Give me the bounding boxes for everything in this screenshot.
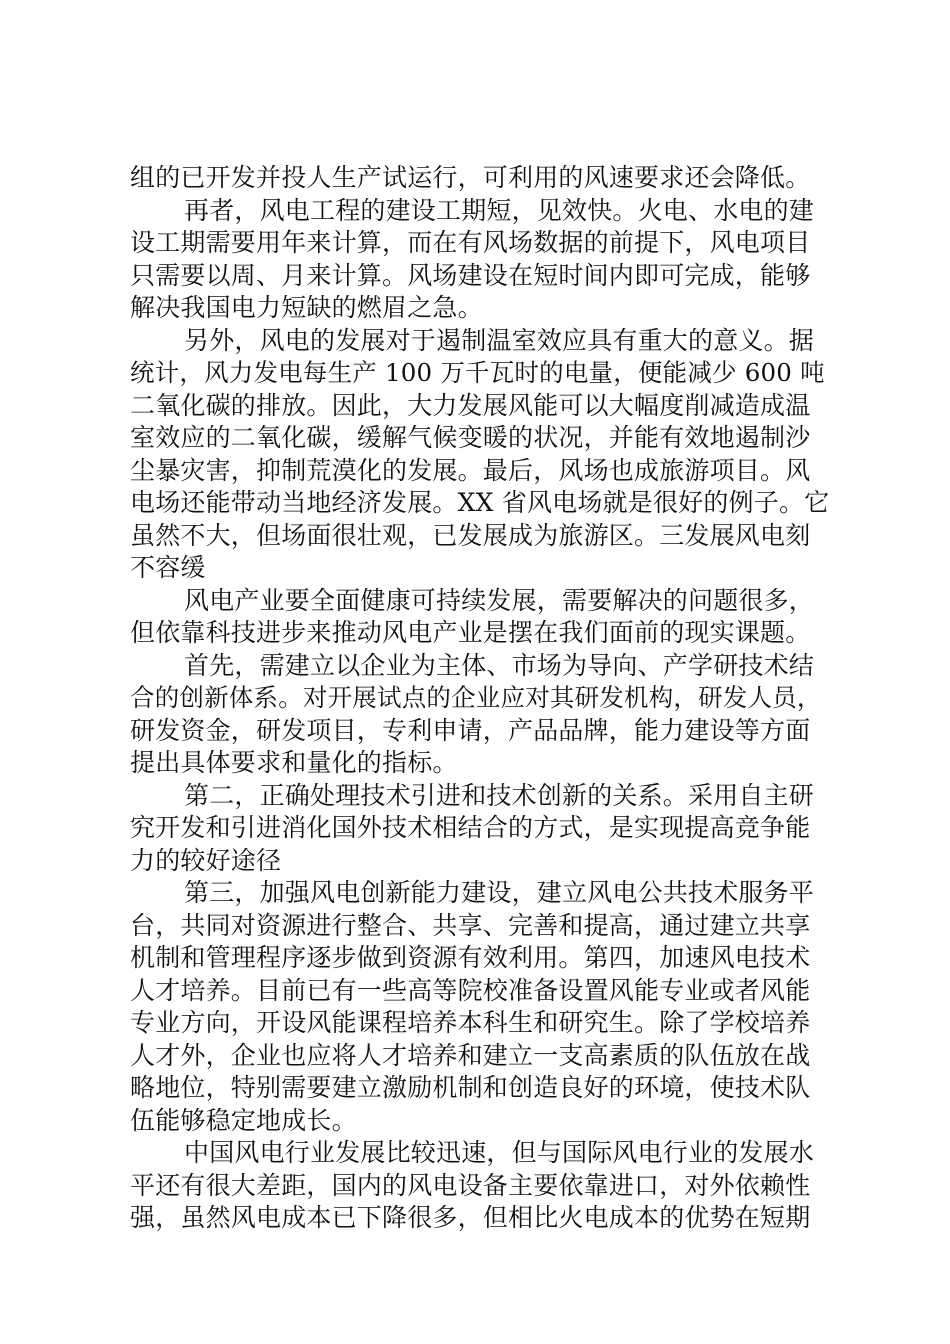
text-line: 室效应的二氧化碳，缓解气候变暖的状况，并能有效地遏制沙 bbox=[130, 423, 811, 452]
text-line: 机制和管理程序逐步做到资源有效利用。第四，加速风电技术 bbox=[130, 943, 811, 972]
text-line: 虽然不大，但场面很壮观，已发展成为旅游区。三发展风电刻 bbox=[130, 520, 811, 550]
text-line: 究开发和引进消化国外技术相结合的方式，是实现提高竞争能 bbox=[130, 813, 811, 842]
text-line: 组的已开发并投人生产试运行，可利用的风速要求还会降低。 bbox=[130, 163, 811, 192]
text-line: 统计，风力发电每生产 100 万千瓦时的电量，便能减少 600 吨 bbox=[130, 358, 825, 387]
text-line: 平还有很大差距，国内的风电设备主要依靠进口，对外依赖性 bbox=[130, 1170, 811, 1200]
text-line: 第三，加强风电创新能力建设，建立风电公共技术服务平 bbox=[184, 878, 815, 907]
text-line: 人才外，企业也应将人才培养和建立一支高素质的队伍放在战 bbox=[130, 1040, 811, 1070]
text-line: 另外，风电的发展对于遏制温室效应具有重大的意义。据 bbox=[184, 325, 815, 355]
text-line: 第二，正确处理技术引进和技术创新的关系。采用自主研 bbox=[184, 780, 815, 810]
text-line: 设工期需要用年来计算，而在有风场数据的前提下，风电项目 bbox=[130, 228, 811, 257]
text-line: 再者，风电工程的建设工期短，见效快。火电、水电的建 bbox=[184, 195, 815, 225]
text-line: 中国风电行业发展比较迅速，但与国际风电行业的发展水 bbox=[184, 1138, 815, 1167]
text-line: 电场还能带动当地经济发展。XX 省风电场就是很好的例子。它 bbox=[130, 488, 830, 517]
text-line: 人才培养。目前已有一些高等院校准备设置风能专业或者风能 bbox=[130, 975, 811, 1005]
text-line: 但依靠科技进步来推动风电产业是摆在我们面前的现实课题。 bbox=[130, 618, 811, 647]
text-line: 不容缓 bbox=[130, 553, 206, 582]
text-line: 研发资金，研发项目，专利申请，产品品牌，能力建设等方面 bbox=[130, 715, 811, 745]
text-line: 合的创新体系。对开展试点的企业应对其研发机构，研发人员， bbox=[130, 683, 822, 712]
text-line: 略地位，特别需要建立激励机制和创造良好的环境，使技术队 bbox=[130, 1073, 811, 1102]
text-line: 二氧化碳的排放。因此，大力发展风能可以大幅度削减造成温 bbox=[130, 390, 811, 420]
text-line: 伍能够稳定地成长。 bbox=[130, 1105, 357, 1135]
text-line: 首先，需建立以企业为主体、市场为导向、产学研技术结 bbox=[184, 650, 815, 680]
text-line: 解决我国电力短缺的燃眉之急。 bbox=[130, 293, 483, 322]
text-line: 强，虽然风电成本已下降很多，但相比火电成本的优势在短期 bbox=[130, 1203, 811, 1232]
text-line: 尘暴灾害，抑制荒漠化的发展。最后，风场也成旅游项目。风 bbox=[130, 455, 811, 485]
text-line: 力的较好途径 bbox=[130, 845, 282, 875]
text-line: 专业方向，开设风能课程培养本科生和研究生。除了学校培养 bbox=[130, 1008, 811, 1037]
text-line: 只需要以周、月来计算。风场建设在短时间内即可完成，能够 bbox=[130, 260, 811, 290]
document-body bbox=[130, 162, 835, 1235]
text-line: 提出具体要求和量化的指标。 bbox=[130, 748, 458, 777]
text-line: 台，共同对资源进行整合、共享、完善和提高，通过建立共享 bbox=[130, 910, 811, 940]
text-line: 风电产业要全面健康可持续发展，需要解决的问题很多， bbox=[184, 585, 815, 615]
